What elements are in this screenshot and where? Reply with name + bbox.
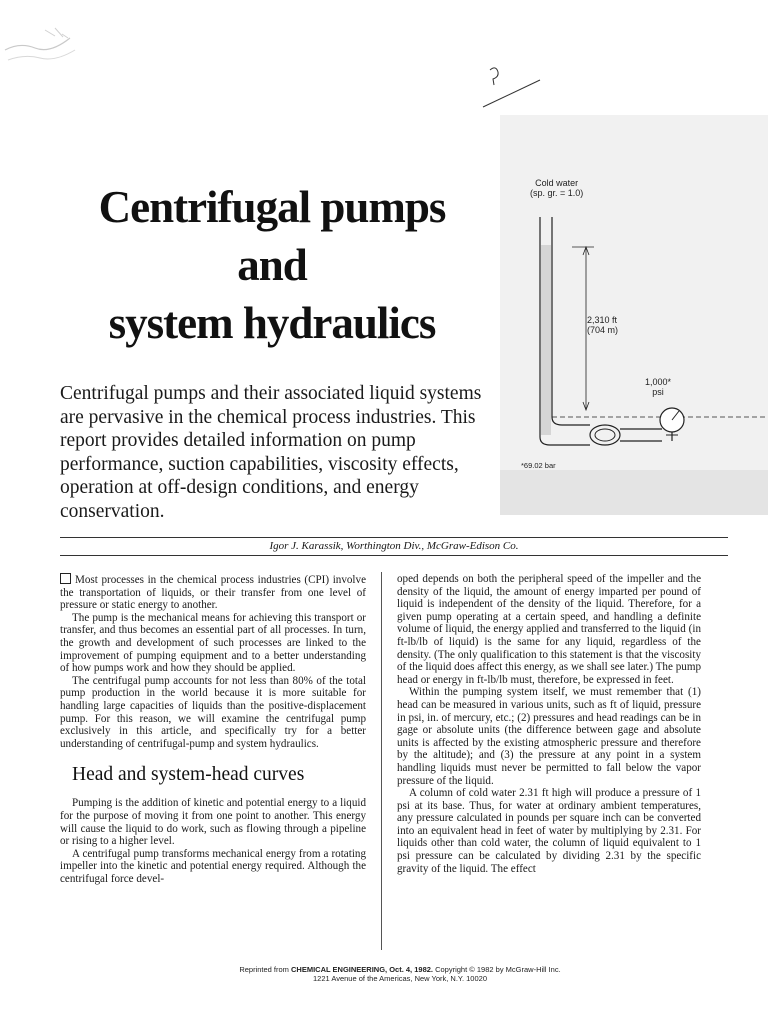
body-paragraph: oped depends on both the peripheral speed of the impeller and the density of the liquid, the amount of energy imparted per pound of liquid is independent of the density of the liquid. Therefore, for a given pump operating at a certain speed, and handling a definite volume of liquid, the energy applied and transferred to the liquid (in ft-lb/lb of liquid) is the same for any liquid, regardless of the density. (The only qualification to this statement is that the viscosity of the liquid does affect this energy, as we shall see later.) The pump head or energy in ft-lb/lb must, therefore, be expressed in feet. xyxy=(397,573,701,686)
body-paragraph: Within the pumping system itself, we must remember that (1) head can be measured in various units, such as ft of liquid, pressure in psi, in. of mercury, etc.; (2) pressures and head readings can be in gage or absolute units (the difference between gage and absolute units is affected by the existing atmospheric pressure and therefore by the altitude); and (3) the pressure at any point in a system handling liquids must never be permitted to fall below the vapor pressure of the liquid. xyxy=(397,686,701,787)
article-lede: Centrifugal pumps and their associated liquid systems are pervasive in the chemical process industries. This report provides detailed information on pump performance, suction capabilities, viscosity effects, operation at off-design conditions, and energy conservation. xyxy=(60,383,482,522)
pressure-value-label: 1,000* xyxy=(645,377,672,387)
byline-rule-top xyxy=(60,537,728,538)
pressure-unit-label: psi xyxy=(652,387,664,397)
publisher-address: 1221 Avenue of the Americas, New York, N.Y. 10020 xyxy=(312,973,487,983)
body-paragraph: A centrifugal pump transforms mechanical energy from a rotating impeller into the kinetic and potential energy required. Although the centrifugal force devel- xyxy=(60,847,366,885)
reprint-prefix: Reprinted from xyxy=(239,965,292,974)
reprint-footer xyxy=(120,966,680,983)
title-line: and xyxy=(237,240,307,290)
byline-rule-bottom xyxy=(60,555,728,556)
height-ft-label: 2,310 ft xyxy=(587,315,618,325)
section-heading: Head and system-head curves xyxy=(72,764,305,786)
magazine-name: CHEMICAL ENGINEERING, Oct. 4, 1982. xyxy=(291,965,433,974)
body-paragraph: The pump is the mechanical means for achieving this transport or transfer, and thus becomes an essential part of all processes. In turn, the growth and development of such processes are linked to the improvement of pumping equipment and to a better understanding of how pumps work and how they should be applied. xyxy=(60,611,366,675)
body-paragraph-text: Most processes in the chemical process industries (CPI) involve the transportation of liquids, or their transfer from one level of pressure or static energy to another. xyxy=(60,574,366,612)
title-line: system hydraulics xyxy=(108,298,436,348)
height-m-label: (704 m) xyxy=(587,325,619,335)
pressure-label xyxy=(645,377,671,397)
diagram-footnote: *69.02 bar xyxy=(521,461,556,470)
cold-water-label-line: Cold water xyxy=(535,178,579,188)
cold-water-label xyxy=(530,178,583,198)
body-paragraph: Pumping is the addition of kinetic and potential energy to a liquid for the purpose of moving it from one point to another. This energy will cause the liquid to do work, such as flowing through a pipeline or rising to a higher level. xyxy=(60,797,366,848)
body-paragraph: A column of cold water 2.31 ft high will produce a pressure of 1 psi at its base. Thus, for water at ordinary ambient temperatures, any pressure calculated in pounds per square inch can be converted into an equivalent head in feet of water by multiplying by 2.31. For liquids other than cold water, the column of liquid equivalent to 1 psi pressure can be calculated by dividing 2.31 by the specific gravity of the liquid. The effect xyxy=(397,787,701,875)
article-title xyxy=(52,178,492,352)
copyright-text: Copyright © 1982 by McGraw-Hill Inc. xyxy=(433,965,561,974)
water-column-diagram xyxy=(490,105,768,525)
body-column-right xyxy=(397,573,701,875)
body-paragraph xyxy=(60,573,366,612)
body-paragraph: The centrifugal pump accounts for not less than 80% of the total pump production in the world because it is more suitable for handling large capacities of liquids than the positive-displacement pump. For this reason, we will examine the centrifugal pump exclusively in this article, and specifically try for a better understanding of centrifugal-pump and system hydraulics. xyxy=(60,674,366,750)
specific-gravity-label: (sp. gr. = 1.0) xyxy=(530,188,584,198)
author-byline: Igor J. Karassik, Worthington Div., McGraw-Edison Co. xyxy=(269,540,519,552)
body-column-left xyxy=(60,573,366,885)
column-divider xyxy=(381,572,382,950)
title-line: Centrifugal pumps xyxy=(98,182,446,232)
scan-smudge-mark xyxy=(0,20,85,75)
column-height-label xyxy=(587,315,618,335)
start-box-icon xyxy=(60,573,71,584)
